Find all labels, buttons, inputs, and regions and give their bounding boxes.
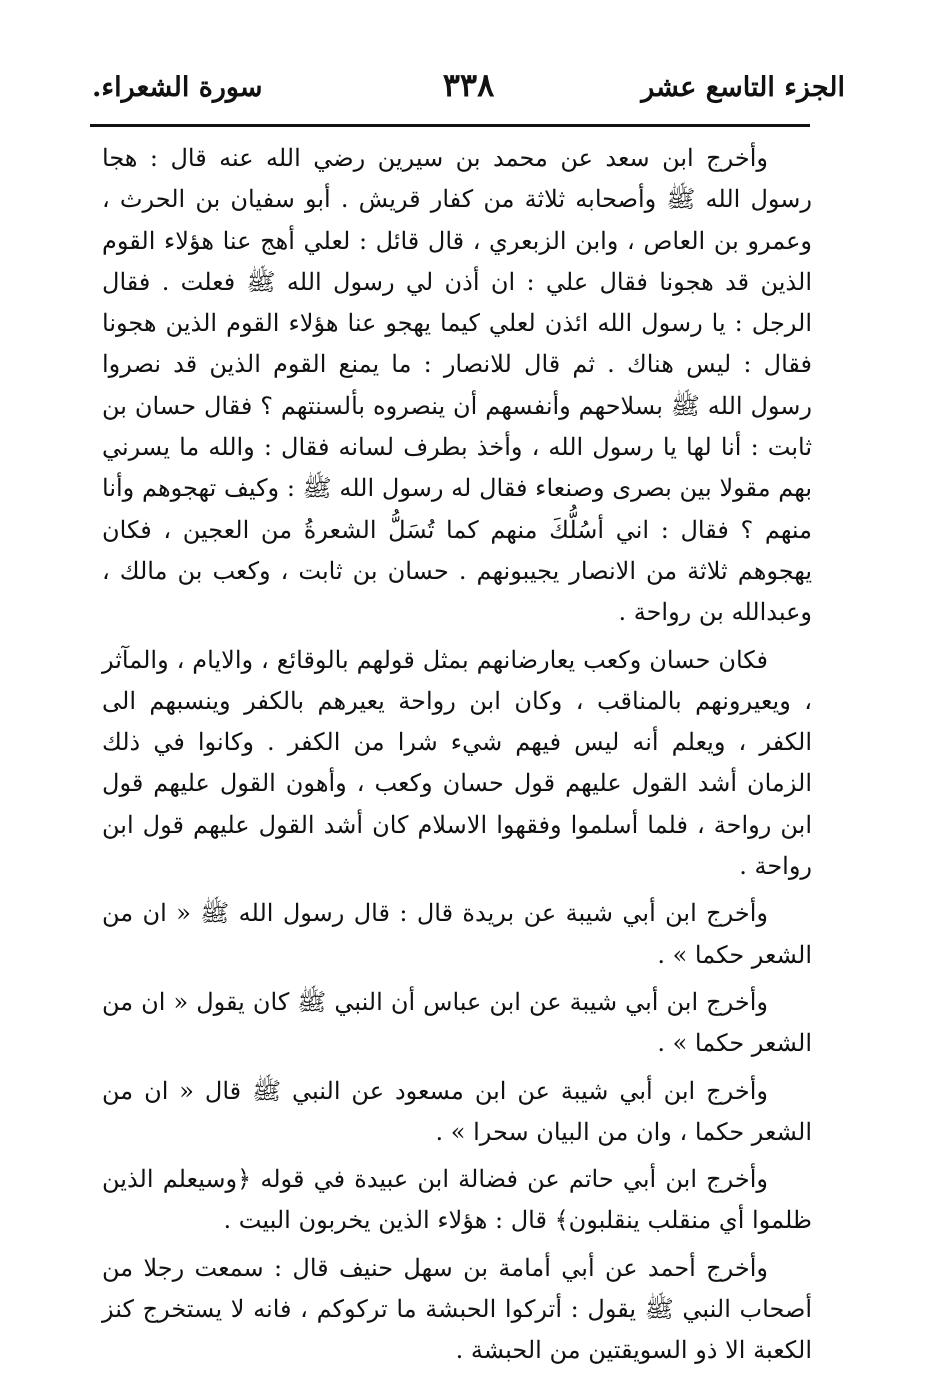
paragraph-3: وأخرج ابن أبي شيبة عن بريدة قال : قال رسول الله ﷺ « ان من الشعر حكما » . xyxy=(102,899,812,969)
header-rule xyxy=(90,124,810,127)
paragraph-6: وأخرج ابن أبي حاتم عن فضالة ابن عبيدة في قوله ﴿وسيعلم الذين ظلموا أي منقلب ينقلبون﴾ قال : هؤلاء الذين يخربون البيت . xyxy=(102,1165,812,1235)
paragraph-4: وأخرج ابن أبي شيبة عن ابن عباس أن النبي ﷺ كان يقول « ان من الشعر حكما » . xyxy=(102,987,812,1058)
paragraph-1: وأخرج ابن سعد عن محمد بن سيرين رضي الله عنه قال : هجا رسول الله ﷺ وأصحابه ثلاثة من كفار قريش . أبو سفيان بن الحرث ، وعمرو بن العاص ، وابن الزبعري ، قال قائل : لعلي أهج عنا هؤلاء القوم الذين قد هجونا فقال علي : ان أذن لي رسول الله ﷺ فعلت . فقال الرجل : يا رسول الله ائذن لعلي كيما يهجو عنا هؤلاء القوم الذين هجونا فقال : ليس هناك . ثم قال للانصار : ما يمنع القوم الذين قد نصروا رسول الله ﷺ بسلاحهم وأنفسهم أن ينصروه بألسنتهم ؟ فقال حسان بن ثابت : أنا لها يا رسول الله ، وأخذ بطرف لسانه فقال : والله ما يسرني بهم مقولا بين بصرى وصنعاء فقال له رسول الله ﷺ : وكيف تهجوهم وأنا منهم ؟ فقال : اني أسُلُّكَ منهم كما تُسَلُّ الشعرةُ من العجين ، فكان يهجوهم ثلاثة من الانصار يجيبونهم . حسان بن ثابت ، وكعب بن مالك ، وعبدالله بن رواحة . xyxy=(102,144,813,627)
paragraph-2: فكان حسان وكعب يعارضانهم بمثل قولهم بالوقائع ، والايام ، والمآثر ، ويعيرونهم بالمناقب ، وكان ابن رواحة يعيرهم بالكفر وينسبهم الى الكفر ، ويعلم أنه ليس فيهم شيء شرا من الكفر . وكانوا في ذلك الزمان أشد القول عليهم قول حسان وكعب ، وأهون القول عليهم قول ابن رواحة ، فلما أسلموا وفقهوا الاسلام كان أشد القول عليهم قول ابن رواحة . xyxy=(102,645,813,881)
part-label: الجزء التاسع عشر xyxy=(641,72,845,103)
paragraph-5: وأخرج ابن أبي شيبة عن ابن مسعود عن النبي ﷺ قال « ان من الشعر حكما ، وان من البيان سحرا » . xyxy=(102,1076,812,1146)
surah-label: سورة الشعراء. xyxy=(92,72,263,103)
paragraph-7: وأخرج أحمد عن أبي أمامة بن سهل حنيف قال : سمعت رجلا من أصحاب النبي ﷺ يقول : أتركوا الحبشة ما تركوكم ، فانه لا يستخرج كنز الكعبة الا ذو السويقتين من الحبشة . xyxy=(102,1253,812,1365)
running-head xyxy=(92,66,845,126)
body-text xyxy=(102,138,812,1378)
page-number: ٣٣٨ xyxy=(442,66,495,104)
